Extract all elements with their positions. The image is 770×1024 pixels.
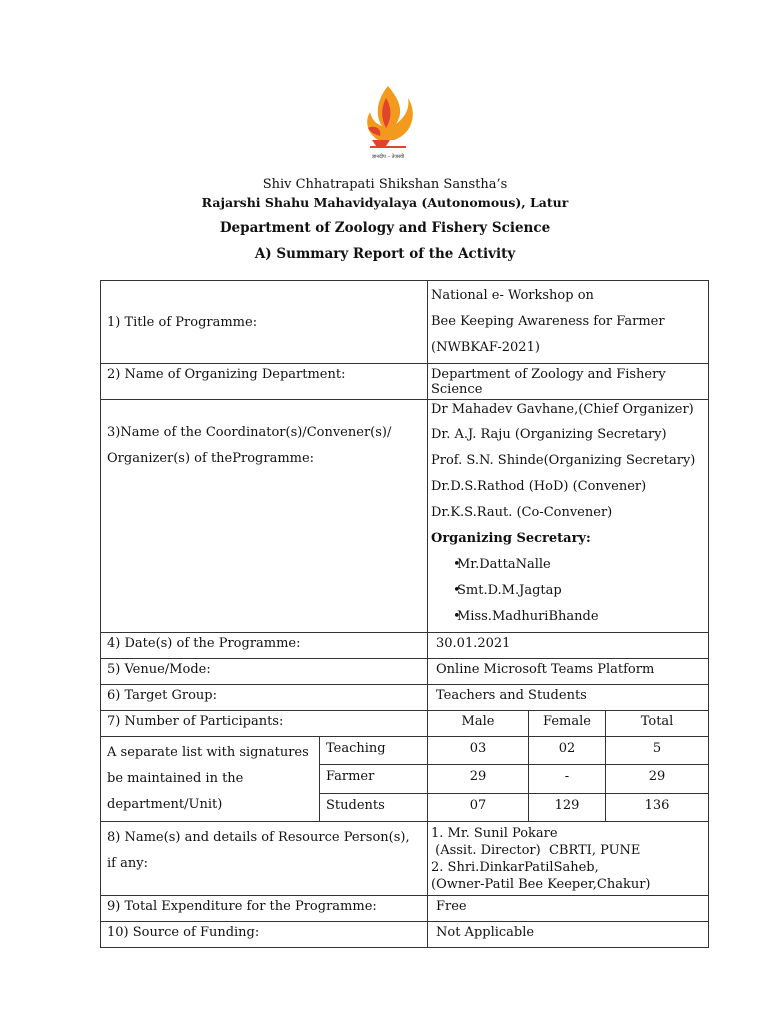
target-label: 6) Target Group: xyxy=(107,688,217,703)
dept-label: 2) Name of Organizing Department: xyxy=(107,367,346,382)
participants-row-teaching xyxy=(101,737,709,765)
participant-total: 29 xyxy=(648,769,666,785)
coord-line: Dr.D.S.Rathod (HoD) (Convener) xyxy=(431,479,647,494)
participant-group: Students xyxy=(326,797,385,813)
list-note-line: department/Unit) xyxy=(107,797,223,812)
venue-label: 5) Venue/Mode: xyxy=(107,662,211,677)
participant-female: 129 xyxy=(554,797,580,813)
coord-line: Prof. S.N. Shinde(Organizing Secretary) xyxy=(431,453,696,468)
org-secretary-item: • Miss.MadhuriBhande xyxy=(431,604,705,630)
resource-label: if any: xyxy=(107,856,148,871)
row-funding xyxy=(101,922,709,948)
participant-total: 136 xyxy=(644,797,670,813)
coord-label: 3)Name of the Coordinator(s)/Convener(s)/ xyxy=(107,425,392,440)
participant-male: 07 xyxy=(469,797,487,813)
resource-label: 8) Name(s) and details of Resource Person(s), xyxy=(107,830,410,845)
total-header: Total xyxy=(640,714,674,729)
college-name: Rajarshi Shahu Mahavidyalaya (Autonomous), Latur xyxy=(201,195,569,210)
department-heading: Department of Zoology and Fishery Science xyxy=(219,220,551,236)
resource-line: (Owner-Patil Bee Keeper,Chakur) xyxy=(431,877,651,892)
funding-label: 10) Source of Funding: xyxy=(107,925,260,940)
row-title xyxy=(101,281,709,364)
female-header: Female xyxy=(543,714,591,729)
row-coordinators xyxy=(101,400,709,633)
resource-line: 2. Shri.DinkarPatilSaheb, xyxy=(431,860,599,875)
expenditure-label: 9) Total Expenditure for the Programme: xyxy=(107,899,377,914)
summary-table xyxy=(100,280,709,948)
funding-value: Not Applicable xyxy=(436,925,535,940)
expenditure-value: Free xyxy=(436,899,467,914)
college-logo-icon xyxy=(360,84,416,162)
dept-line: Science xyxy=(431,382,483,397)
coord-line: Dr.K.S.Raut. (Co-Convener) xyxy=(431,505,613,520)
row-expenditure xyxy=(101,896,709,922)
coord-line: Dr Mahadev Gavhane,(Chief Organizer) xyxy=(431,402,694,417)
title-line: National e- Workshop on xyxy=(431,288,594,303)
target-value: Teachers and Students xyxy=(436,688,587,703)
org-secretary-item: • Smt.D.M.Jagtap xyxy=(431,578,705,604)
report-title: A) Summary Report of the Activity xyxy=(254,246,516,262)
row-date xyxy=(101,633,709,659)
participant-male: 29 xyxy=(469,769,487,785)
dept-line: Department of Zoology and Fishery xyxy=(431,367,666,382)
participant-total: 5 xyxy=(652,741,662,756)
row-participants-header xyxy=(101,711,709,737)
resource-line: (Assit. Director) CBRTI, PUNE xyxy=(431,843,641,858)
coord-label: Organizer(s) of theProgramme: xyxy=(107,451,315,466)
society-name: Shiv Chhatrapati Shikshan Sanstha’s xyxy=(262,177,508,192)
participant-group: Farmer xyxy=(326,769,375,785)
participant-female: 02 xyxy=(558,741,576,756)
coord-line: Dr. A.J. Raju (Organizing Secretary) xyxy=(431,427,667,442)
participant-female: - xyxy=(564,769,570,785)
venue-value: Online Microsoft Teams Platform xyxy=(436,662,655,677)
date-label: 4) Date(s) of the Programme: xyxy=(107,636,301,651)
row-department xyxy=(101,364,709,400)
participant-male: 03 xyxy=(469,741,487,756)
list-note-line: be maintained in the xyxy=(107,771,244,786)
title-line: Bee Keeping Awareness for Farmer xyxy=(431,314,665,329)
participant-group: Teaching xyxy=(326,741,386,756)
date-value: 30.01.2021 xyxy=(436,636,511,651)
title-label: 1) Title of Programme: xyxy=(107,314,258,330)
male-header: Male xyxy=(461,714,495,729)
list-note-line: A separate list with signatures xyxy=(107,745,309,760)
org-secretary-item: • Mr.DattaNalle xyxy=(431,552,705,578)
resource-line: 1. Mr. Sunil Pokare xyxy=(431,826,558,841)
row-resource-persons xyxy=(101,822,709,896)
title-line: (NWBKAF-2021) xyxy=(431,340,540,355)
participants-label: 7) Number of Participants: xyxy=(107,714,284,729)
row-venue xyxy=(101,659,709,685)
logo-caption: ज्ञानदीप – तेजस्वी xyxy=(371,154,405,160)
org-secretary-heading: Organizing Secretary: xyxy=(431,531,591,546)
row-target-group xyxy=(101,685,709,711)
